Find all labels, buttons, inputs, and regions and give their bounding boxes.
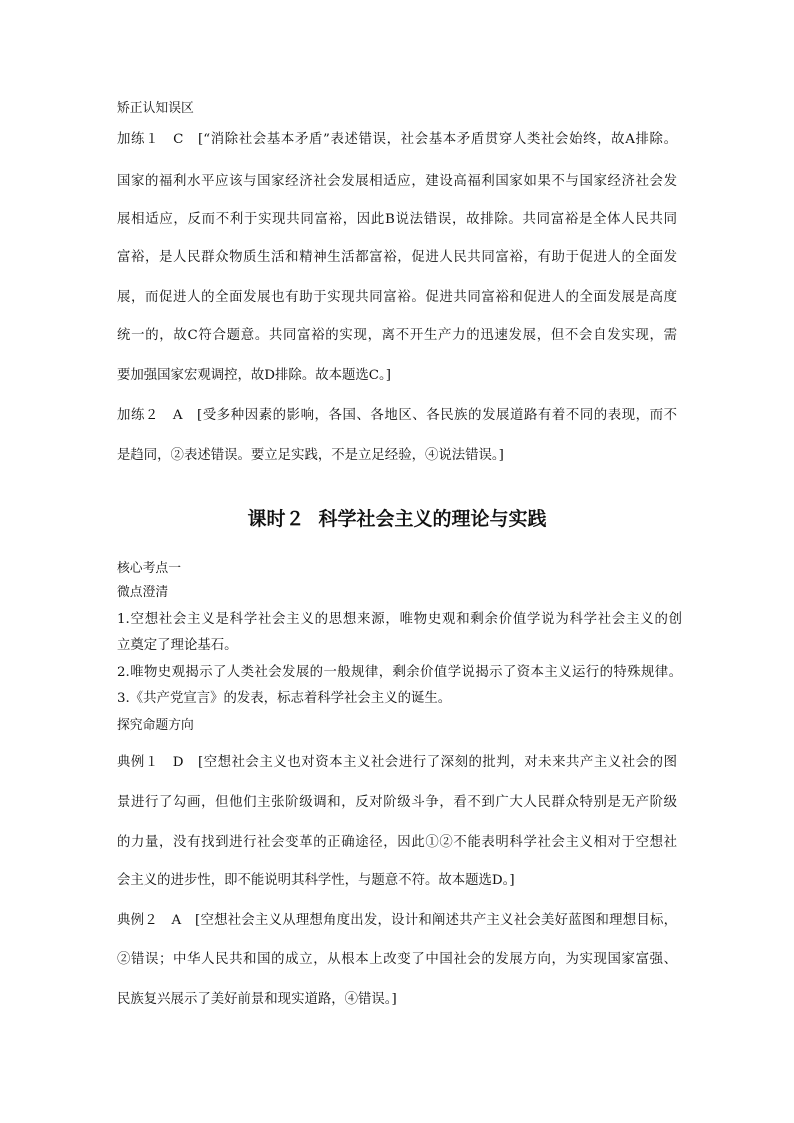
example-line: 典例２ A [空想社会主义从理想角度出发，设计和阐述共产主义社会美好蓝图和理想目标， <box>117 913 677 928</box>
answer-line: 展相适应，反而不利于实现共同富裕，因此B说法错误，故排除。共同富裕是全体人民共同 <box>117 212 677 227</box>
answer-line: 加练２ A [受多种因素的影响，各国、各地区、各民族的发展道路有着不同的表现，而不 <box>117 408 677 423</box>
section-heading-core: 核心考点一 <box>117 561 181 576</box>
answer-line: 富裕，是人民群众物质生活和精神生活都富裕，促进人民共同富裕，有助于促进人的全面发 <box>117 250 677 265</box>
subheading-explore: 探究命题方向 <box>117 718 194 733</box>
answer-line: 统一的，故C符合题意。共同富裕的实现，离不开生产力的迅速发展，但不会自发实现，需 <box>117 328 677 343</box>
example-line: ②错误；中华人民共和国的成立，从根本上改变了中国社会的发展方向，为实现国家富强、 <box>117 952 677 967</box>
answer-line: 加练１ C [“消除社会基本矛盾”表述错误，社会基本矛盾贯穿人类社会始终，故A排除。 <box>117 132 677 147</box>
answer-line: 展，而促进人的全面发展也有助于实现共同富裕。促进共同富裕和促进人的全面发展是高度 <box>117 290 677 305</box>
answer-line: 要加强国家宏观调控，故D排除。故本题选C。] <box>117 368 391 383</box>
lesson-number: 课时２ <box>247 508 305 530</box>
example-line: 的力量，没有找到进行社会变革的正确途径，因此①②不能表明科学社会主义相对于空想社 <box>117 835 677 850</box>
answer-line: 国家的福利水平应该与国家经济社会发展相适应，建设高福利国家如果不与国家经济社会发 <box>117 174 677 189</box>
point-line: 3.《共产党宣言》的发表，标志着科学社会主义的诞生。 <box>117 691 452 706</box>
example-line: 典例１ D [空想社会主义也对资本主义社会进行了深刻的批判，对未来共产主义社会的图 <box>117 755 677 770</box>
example-line: 景进行了勾画，但他们主张阶级调和，反对阶级斗争，看不到广大人民群众特别是无产阶级 <box>117 795 677 810</box>
answer-line: 是趋同，②表述错误。要立足实践，不是立足经验，④说法错误。] <box>117 448 504 463</box>
lesson-name: 科学社会主义的理论与实践 <box>318 508 547 530</box>
point-line: 立奠定了理论基石。 <box>117 638 238 653</box>
point-line: 1.空想社会主义是科学社会主义的思想来源，唯物史观和剩余价值学说为科学社会主义的创 <box>117 612 682 627</box>
example-line: 民族复兴展示了美好前景和现实道路，④错误。] <box>117 992 397 1007</box>
lesson-title <box>0 504 794 531</box>
section-heading-correction: 矫正认知误区 <box>117 101 194 116</box>
point-line: 2.唯物史观揭示了人类社会发展的一般规律，剩余价值学说揭示了资本主义运行的特殊规律。 <box>117 665 682 680</box>
example-line: 会主义的进步性，即不能说明其科学性，与题意不符。故本题选D。] <box>117 873 515 888</box>
subheading-clarify: 微点澄清 <box>117 585 169 600</box>
